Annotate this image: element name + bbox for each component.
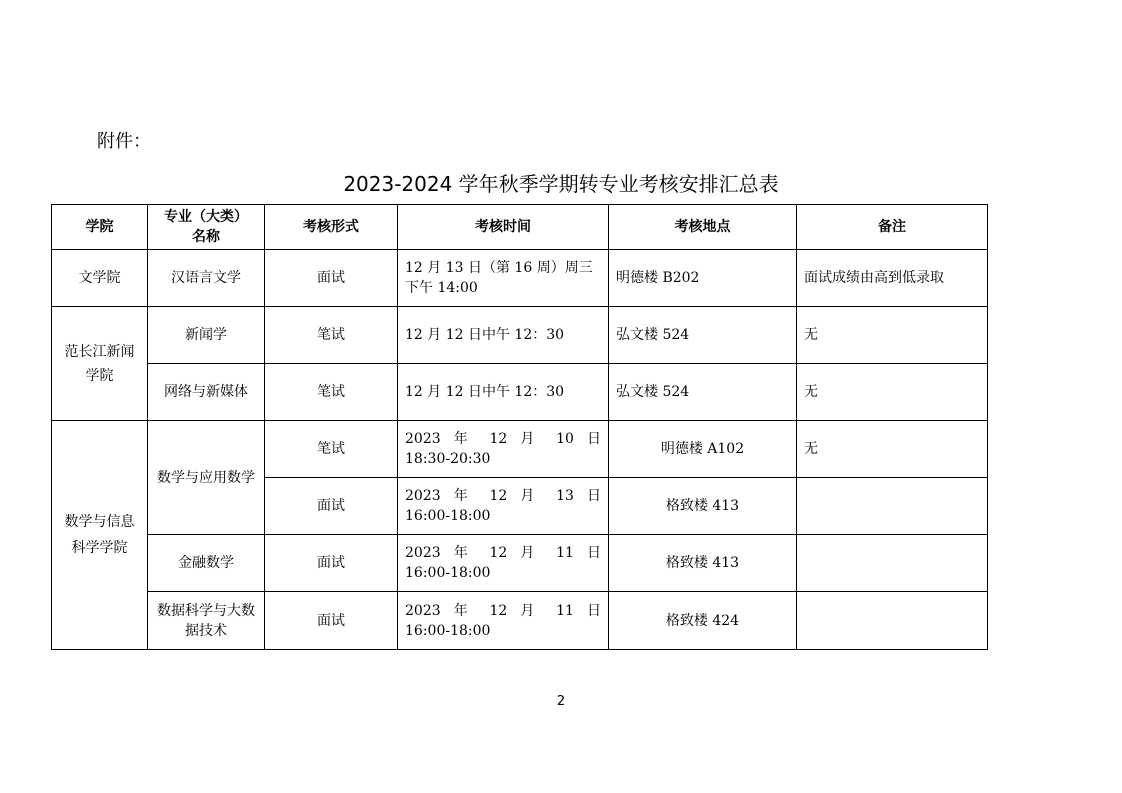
note-cell: 无 bbox=[797, 421, 988, 478]
table-row bbox=[52, 592, 988, 650]
note-cell: 无 bbox=[797, 307, 988, 364]
time-cell bbox=[398, 478, 609, 535]
time-cell bbox=[398, 421, 609, 478]
college-cell: 文学院 bbox=[52, 250, 148, 307]
table-row bbox=[52, 307, 988, 364]
location-cell: 格致楼 413 bbox=[609, 535, 797, 592]
time-line2: 16:00-18:00 bbox=[405, 565, 491, 581]
form-cell: 笔试 bbox=[265, 421, 398, 478]
time-line2: 18:30-20:30 bbox=[405, 451, 491, 467]
time-cell bbox=[398, 535, 609, 592]
time-line1: 2023 年 12 月 11 日 bbox=[405, 602, 601, 619]
header-major bbox=[148, 205, 265, 250]
time-line1: 12 月 13 日（第 16 周）周三 bbox=[405, 260, 593, 276]
table-row bbox=[52, 250, 988, 307]
time-line2: 16:00-18:00 bbox=[405, 622, 491, 639]
location-cell: 明德楼 A102 bbox=[609, 421, 797, 478]
form-cell: 面试 bbox=[265, 592, 398, 650]
table-row bbox=[52, 364, 988, 421]
time-cell bbox=[398, 250, 609, 307]
form-cell: 面试 bbox=[265, 250, 398, 307]
major-cell: 数据科学与大数据技术 bbox=[148, 592, 265, 650]
note-cell bbox=[797, 592, 988, 650]
major-cell: 数学与应用数学 bbox=[148, 421, 265, 535]
note-cell: 无 bbox=[797, 364, 988, 421]
form-cell: 面试 bbox=[265, 478, 398, 535]
major-cell: 汉语言文学 bbox=[148, 250, 265, 307]
time-line2: 下午 14:00 bbox=[405, 280, 478, 296]
location-cell: 格致楼 413 bbox=[609, 478, 797, 535]
time-cell: 12 月 12 日中午 12：30 bbox=[398, 364, 609, 421]
header-form: 考核形式 bbox=[265, 205, 398, 250]
header-row bbox=[52, 205, 988, 250]
major-cell: 金融数学 bbox=[148, 535, 265, 592]
form-cell: 笔试 bbox=[265, 364, 398, 421]
location-cell: 格致楼 424 bbox=[609, 592, 797, 650]
major-cell: 网络与新媒体 bbox=[148, 364, 265, 421]
form-cell: 笔试 bbox=[265, 307, 398, 364]
header-major-line1: 专业（大类） bbox=[164, 209, 248, 225]
header-note: 备注 bbox=[797, 205, 988, 250]
college-cell: 范长江新闻学院 bbox=[52, 307, 148, 421]
location-cell: 弘文楼 524 bbox=[609, 307, 797, 364]
time-line2: 16:00-18:00 bbox=[405, 508, 491, 524]
header-location: 考核地点 bbox=[609, 205, 797, 250]
location-cell: 弘文楼 524 bbox=[609, 364, 797, 421]
header-major-line2: 名称 bbox=[192, 229, 220, 245]
time-cell: 12 月 12 日中午 12：30 bbox=[398, 307, 609, 364]
schedule-table bbox=[51, 204, 988, 650]
time-line1: 2023 年 12 月 11 日 bbox=[405, 545, 601, 561]
page-title: 2023-2024 学年秋季学期转专业考核安排汇总表 bbox=[343, 172, 779, 196]
table-row bbox=[52, 421, 988, 478]
page-number: 2 bbox=[556, 694, 566, 709]
time-line1: 2023 年 12 月 13 日 bbox=[405, 488, 601, 504]
time-line1: 2023 年 12 月 10 日 bbox=[405, 431, 601, 447]
header-college: 学院 bbox=[52, 205, 148, 250]
time-cell bbox=[398, 592, 609, 650]
note-cell bbox=[797, 478, 988, 535]
college-cell: 数学与信息科学学院 bbox=[52, 421, 148, 650]
attachment-label: 附件： bbox=[97, 131, 151, 152]
header-time: 考核时间 bbox=[398, 205, 609, 250]
form-cell: 面试 bbox=[265, 535, 398, 592]
note-cell bbox=[797, 535, 988, 592]
note-cell: 面试成绩由高到低录取 bbox=[797, 250, 988, 307]
major-cell: 新闻学 bbox=[148, 307, 265, 364]
location-cell: 明德楼 B202 bbox=[609, 250, 797, 307]
table-row bbox=[52, 535, 988, 592]
